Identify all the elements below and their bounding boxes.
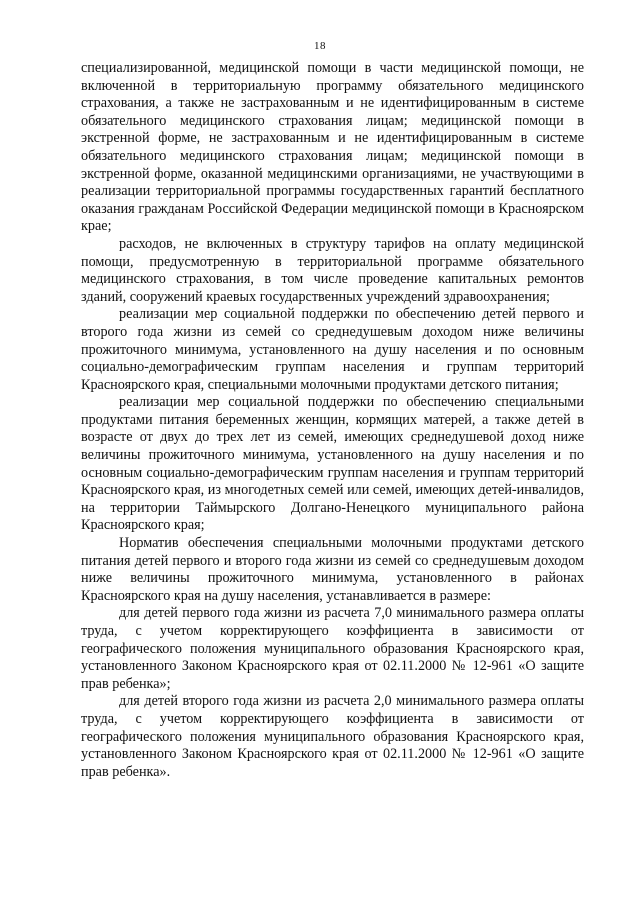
body-text [81,60,584,781]
paragraph-5: Норматив обеспечения специальными молочными продуктами детского питания детей первого и второго года жизни из семей со среднедушевым доходом ниже величины прожиточного минимума, установленного в районах Красноярского края на душу населения, устанавливается в размере: [81,535,584,604]
page-number: 18 [314,40,326,52]
paragraph-2: расходов, не включенных в структуру тарифов на оплату медицинской помощи, предусмотренную в территориальной программе обязательного медицинского страхования, в том числе проведение капитальных ремонтов зданий, сооружений краевых государственных учреждений здравоохранения; [81,235,584,305]
paragraph-1: специализированной, медицинской помощи в части медицинской помощи, не включенной в территориальную программу обязательного медицинского страхования, а также не застрахованным и не идентифицированным в системе обязательного медицинского страхования лицам; медицинской помощи в экстренной форме, не застрахованным и не идентифицированным в системе обязательного медицинского страхования лицам; медицинской помощи в экстренной форме, оказанной медицинскими организациями, не участвующими в реализации территориальной программы государственных гарантий бесплатного оказания гражданам Российской Федерации медицинской помощи в Красноярском крае; [81,60,584,235]
paragraph-4: реализации мер социальной поддержки по обеспечению специальными продуктами питания беременных женщин, кормящих матерей, а также детей в возрасте от двух до трех лет из семей, имеющих среднедушевой доход ниже величины прожиточного минимума, установленного на душу населения и по основным социально-демографическим группам населения и группам территорий Красноярского края, из многодетных семей или семей, имеющих детей-инвалидов, на территории Таймырского Долгано-Ненецкого муниципального района Красноярского края; [81,394,584,534]
paragraph-3: реализации мер социальной поддержки по обеспечению детей первого и второго года жизни из семей со среднедушевым доходом ниже величины прожиточного минимума, установленного на душу населения и по основным социально-демографическим группам населения и группам территорий Красноярского края, специальными молочными продуктами детского питания; [81,306,584,393]
paragraph-7: для детей второго года жизни из расчета 2,0 минимального размера оплаты труда, с учетом корректирующего коэффициента в зависимости от географического положения муниципального образования Красноярского края, установленного Законом Красноярского края от 02.11.2000 № 12-961 «О защите прав ребенка». [81,693,584,780]
paragraph-6: для детей первого года жизни из расчета 7,0 минимального размера оплаты труда, с учетом корректирующего коэффициента в зависимости от географического положения муниципального образования Красноярского края, установленного Законом Красноярского края от 02.11.2000 № 12-961 «О защите прав ребенка»; [81,605,584,692]
